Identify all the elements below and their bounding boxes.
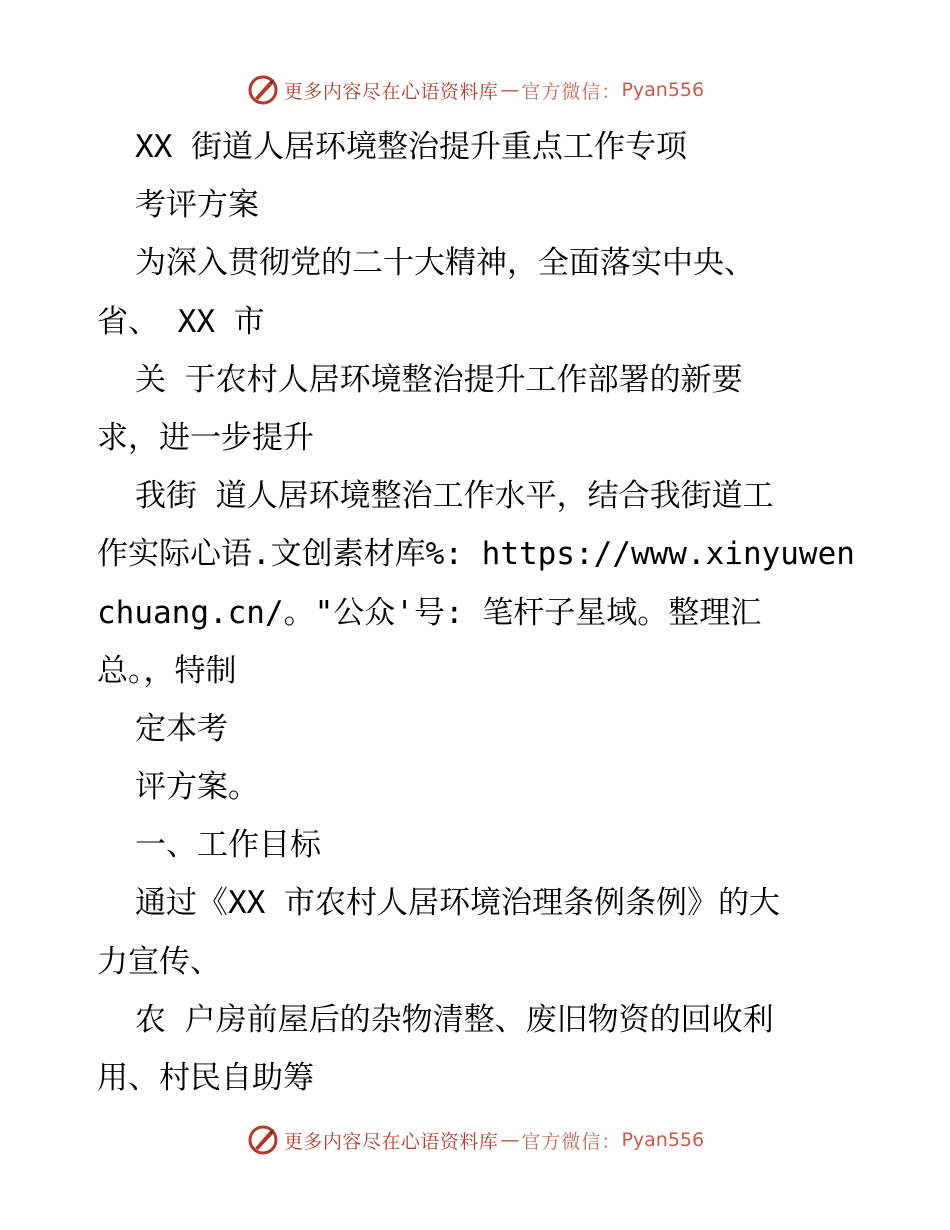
paragraph-line: 力宣传、 [97, 943, 221, 980]
paragraph-line: 农 户房前屋后的杂物清整、废旧物资的回收利 [135, 1001, 774, 1038]
banner-wechat-id: Pyan556 [621, 1129, 705, 1151]
title-line-2: 考评方案 [135, 187, 259, 224]
banner-dash: — [500, 1129, 520, 1151]
pen-logo-icon [246, 1123, 280, 1157]
banner-brand-text: 更多内容尽在心语资料库 [283, 80, 499, 103]
paragraph-line: 总。，特制 [97, 652, 237, 689]
paragraph-line: 通过《XX 市农村人居环境治理条例条例》的大 [135, 885, 780, 922]
banner-contact-label: 官方微信： [521, 1130, 622, 1153]
paragraph-line: 定本考 [135, 710, 228, 747]
paragraph-line: 用、村民自助筹 [97, 1060, 314, 1096]
footer-watermark-banner [0, 1120, 950, 1160]
paragraph-line: 作实际心语.文创素材库%: https://www.xinyuwen [97, 536, 855, 573]
banner-wechat-id: Pyan556 [621, 79, 705, 101]
banner-brand-text: 更多内容尽在心语资料库 [283, 1130, 499, 1153]
paragraph-line: 关 于农村人居环境整治提升工作部署的新要 [135, 361, 743, 398]
paragraph-line: 为深入贯彻党的二十大精神，全面落实中央、 [135, 245, 755, 282]
paragraph-line: 我街 道人居环境整治工作水平，结合我街道工 [135, 478, 774, 515]
banner-dash: — [500, 79, 520, 101]
pen-logo-icon [246, 73, 280, 107]
title-line-1: XX 街道人居环境整治提升重点工作专项 [135, 129, 687, 165]
banner-contact-label: 官方微信： [521, 80, 622, 103]
header-watermark-banner [0, 70, 950, 110]
paragraph-line: 求，进一步提升 [97, 419, 314, 456]
document-body [97, 118, 917, 1107]
section-heading: 一、工作目标 [135, 827, 321, 864]
paragraph-line: 评方案。 [135, 769, 259, 806]
paragraph-line: 省、 XX 市 [97, 303, 265, 340]
paragraph-line: chuang.cn/。"公众'号: 笔杆子星域。整理汇 [97, 594, 762, 631]
